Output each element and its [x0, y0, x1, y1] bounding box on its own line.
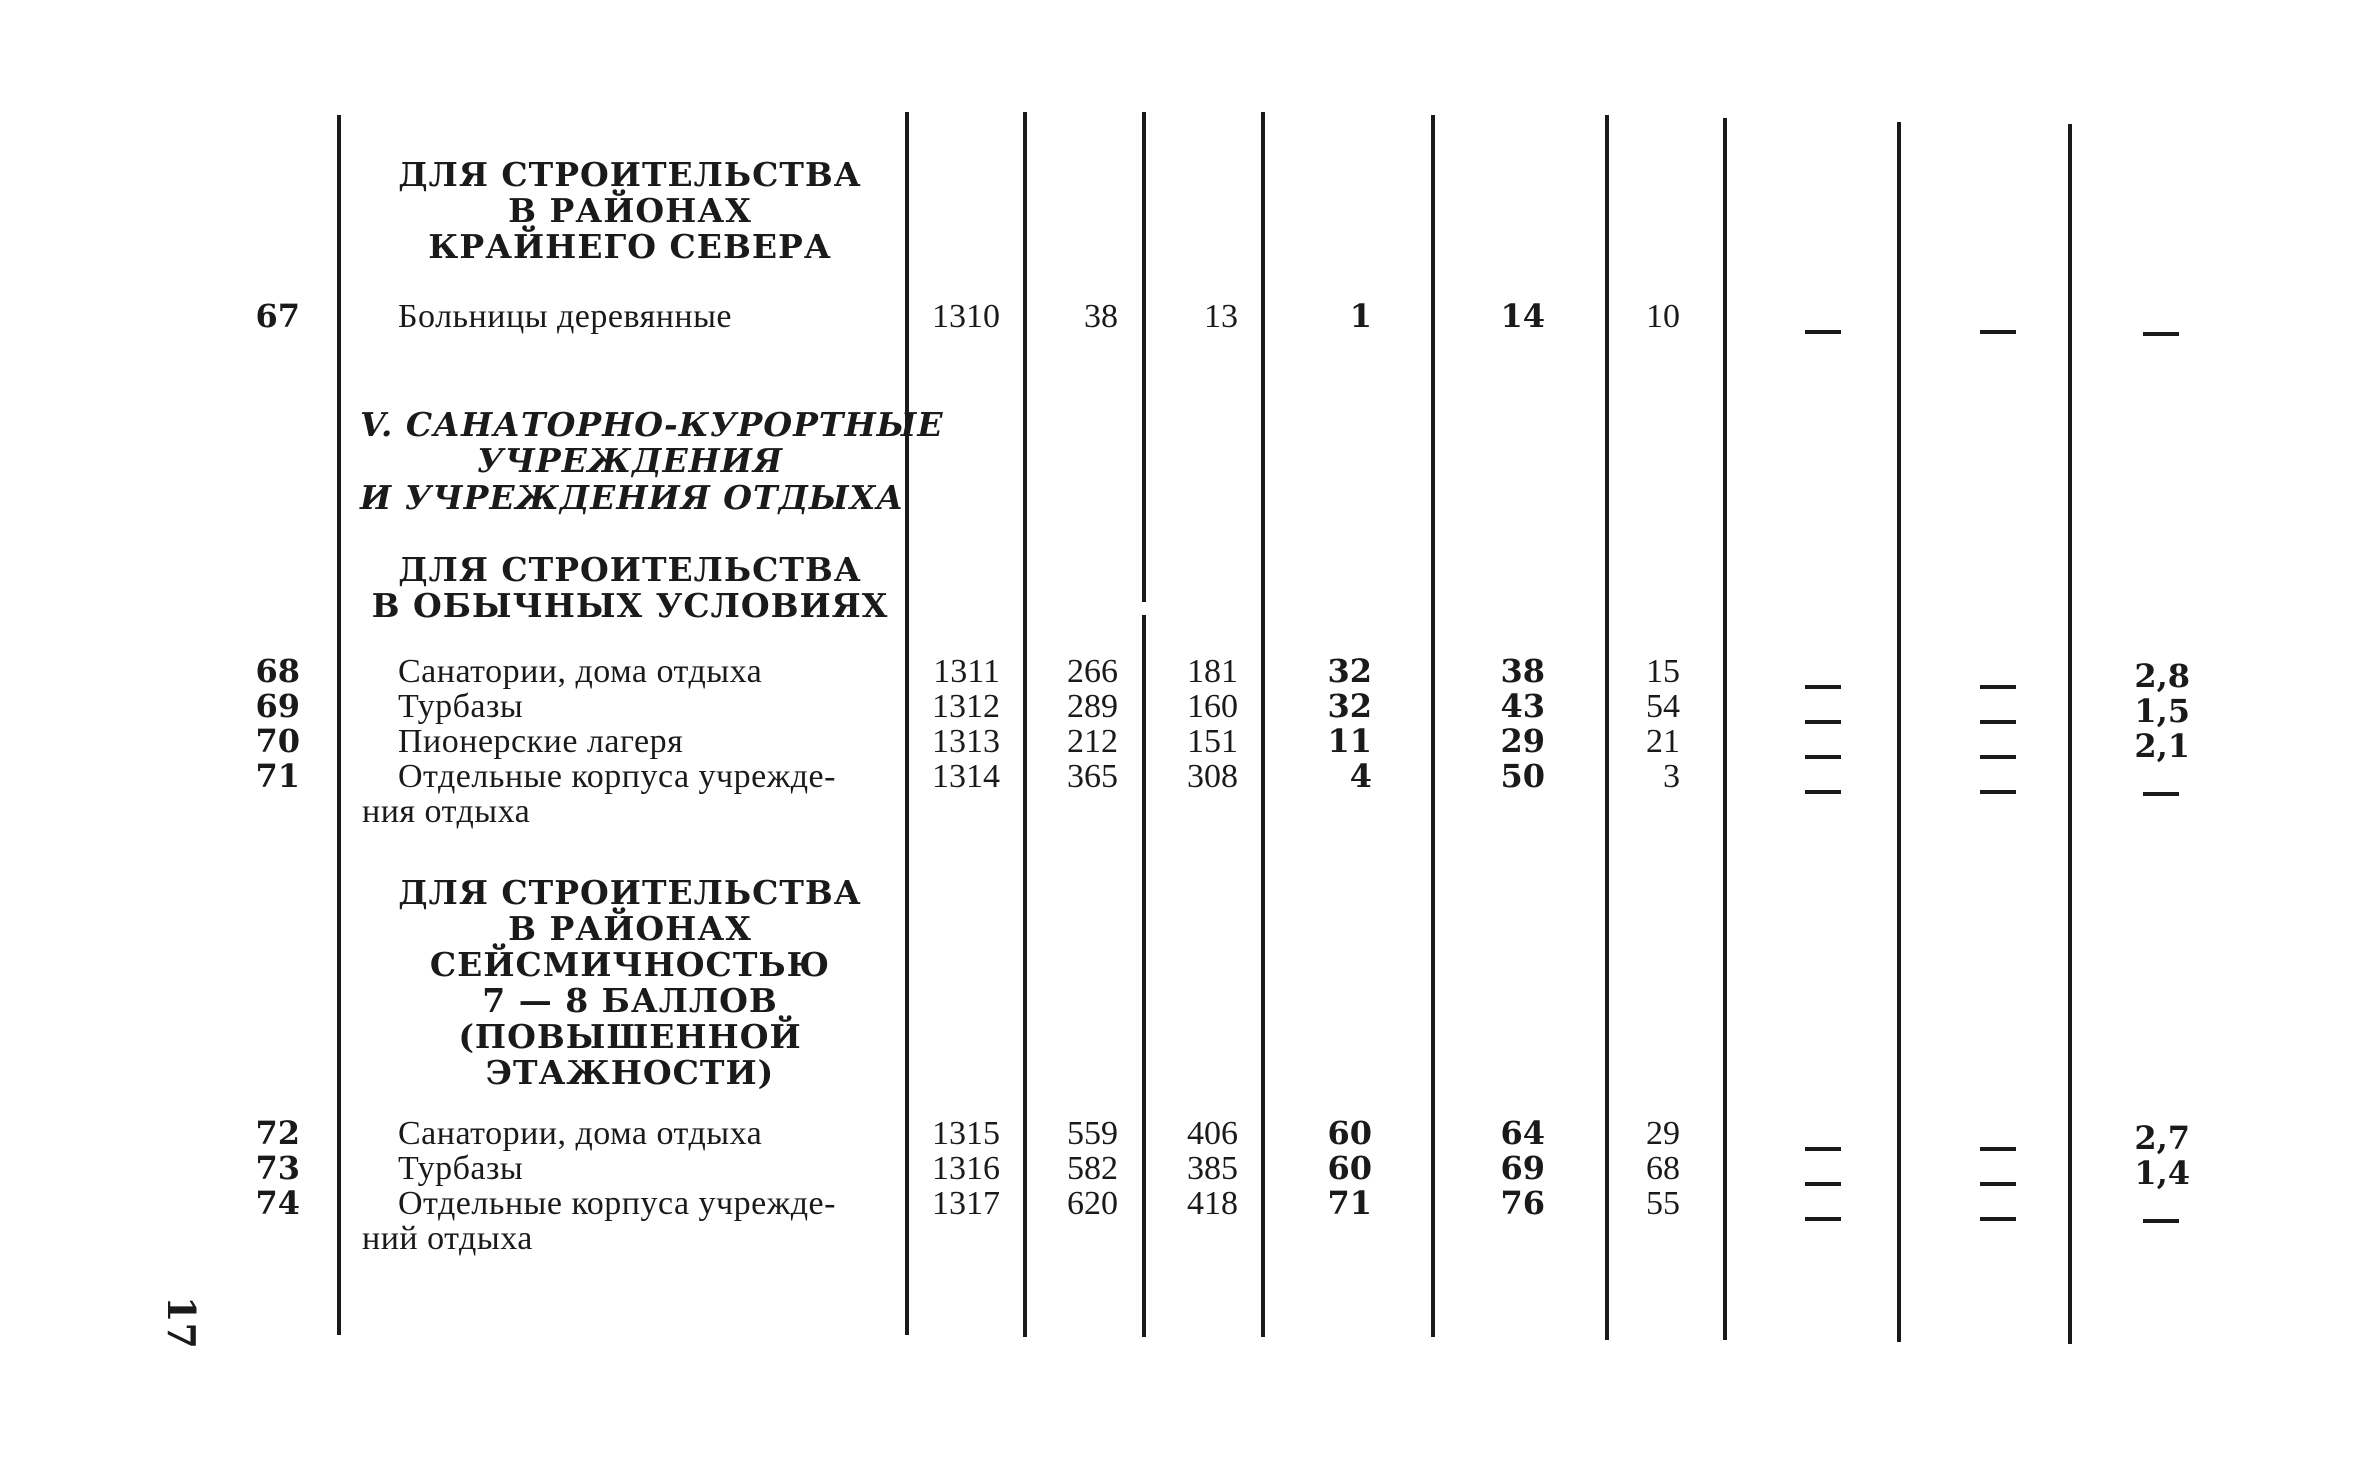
cell-c1: 582 — [1067, 1150, 1118, 1187]
row-name-line: Отдельные корпуса учрежде- — [398, 758, 836, 795]
row-name-line: Санатории, дома отдыха — [398, 1115, 763, 1152]
heading-far-north-line-1: ДЛЯ СТРОИТЕЛЬСТВА — [398, 155, 862, 194]
row-number: 70 — [255, 722, 300, 760]
cell-c8: 2,7 — [2134, 1119, 2190, 1157]
cell-c1: 266 — [1067, 653, 1118, 690]
heading-far-north-line-3: КРАЙНЕГО СЕВЕРА — [428, 227, 832, 266]
cell-c4: 38 — [1500, 652, 1545, 690]
section-v-line-3: И УЧРЕЖДЕНИЯ ОТДЫХА — [360, 478, 905, 517]
cell-c8-dash — [2143, 792, 2179, 796]
column-rule — [1723, 118, 1727, 1340]
cell-c6-dash — [1805, 755, 1841, 759]
cell-code: 1310 — [932, 298, 1000, 335]
cell-c8-dash — [2143, 332, 2179, 336]
cell-code: 1317 — [932, 1185, 1000, 1222]
cell-c1: 289 — [1067, 688, 1118, 725]
cell-c8-dash — [2143, 1219, 2179, 1223]
cell-c5: 29 — [1646, 1115, 1680, 1152]
cell-c1: 559 — [1067, 1115, 1118, 1152]
cell-c5: 3 — [1663, 758, 1680, 795]
heading-seismic-line-2: В РАЙОНАХ — [508, 909, 752, 948]
row-number: 68 — [255, 652, 300, 690]
cell-c4: 64 — [1500, 1114, 1545, 1152]
cell-c6-dash — [1805, 1182, 1841, 1186]
cell-c2: 181 — [1187, 653, 1238, 690]
row-number: 71 — [255, 757, 300, 795]
cell-c4: 14 — [1500, 297, 1545, 335]
column-rule — [2068, 124, 2072, 1344]
cell-c6-dash — [1805, 330, 1841, 334]
cell-c3: 71 — [1327, 1184, 1372, 1222]
cell-c7-dash — [1980, 330, 2016, 334]
cell-c2: 418 — [1187, 1185, 1238, 1222]
cell-c7-dash — [1980, 720, 2016, 724]
cell-c7-dash — [1980, 685, 2016, 689]
row-number: 67 — [255, 297, 300, 335]
heading-far-north-line-2: В РАЙОНАХ — [508, 191, 752, 230]
heading-seismic-line-6: ЭТАЖНОСТИ) — [485, 1053, 775, 1092]
cell-c3: 11 — [1327, 722, 1372, 760]
section-v-line-2: УЧРЕЖДЕНИЯ — [476, 441, 784, 480]
heading-seismic-line-1: ДЛЯ СТРОИТЕЛЬСТВА — [398, 873, 862, 912]
cell-c5: 21 — [1646, 723, 1680, 760]
cell-c5: 10 — [1646, 298, 1680, 335]
cell-c4: 69 — [1500, 1149, 1545, 1187]
cell-code: 1314 — [932, 758, 1000, 795]
cell-c6-dash — [1805, 685, 1841, 689]
row-number: 69 — [255, 687, 300, 725]
cell-c3: 32 — [1327, 687, 1372, 725]
cell-c4: 29 — [1500, 722, 1545, 760]
cell-c2: 308 — [1187, 758, 1238, 795]
column-rule — [337, 115, 341, 1335]
cell-c8: 1,4 — [2134, 1154, 2190, 1192]
heading-seismic-line-3: СЕЙСМИЧНОСТЬЮ — [429, 945, 831, 984]
row-number: 74 — [255, 1184, 300, 1222]
cell-code: 1313 — [932, 723, 1000, 760]
cell-c2: 151 — [1187, 723, 1238, 760]
row-name-line: Турбазы — [398, 688, 524, 725]
cell-code: 1311 — [933, 653, 1000, 690]
cell-c5: 55 — [1646, 1185, 1680, 1222]
cell-c2: 160 — [1187, 688, 1238, 725]
cell-c1: 212 — [1067, 723, 1118, 760]
cell-c7-dash — [1980, 1147, 2016, 1151]
row-name-line: ний отдыха — [362, 1220, 533, 1257]
row-name-line: Отдельные корпуса учрежде- — [398, 1185, 836, 1222]
cell-c7-dash — [1980, 1182, 2016, 1186]
cell-c5: 15 — [1646, 653, 1680, 690]
heading-normal-line-2: В ОБЫЧНЫХ УСЛОВИЯХ — [371, 586, 889, 625]
heading-normal-line-1: ДЛЯ СТРОИТЕЛЬСТВА — [398, 550, 862, 589]
row-name-line: Санатории, дома отдыха — [398, 653, 763, 690]
cell-c6-dash — [1805, 1147, 1841, 1151]
cell-c8: 2,8 — [2134, 657, 2190, 695]
row-name-line: Турбазы — [398, 1150, 524, 1187]
column-rule — [1142, 112, 1146, 602]
cell-c3: 60 — [1327, 1149, 1372, 1187]
cell-c1: 38 — [1084, 298, 1118, 335]
column-rule — [1897, 122, 1901, 1342]
cell-c6-dash — [1805, 790, 1841, 794]
section-v-line-1: V. САНАТОРНО-КУРОРТНЫЕ — [360, 405, 944, 444]
cell-c4: 50 — [1500, 757, 1545, 795]
heading-seismic-line-5: (ПОВЫШЕННОЙ — [458, 1017, 802, 1056]
page-number: 17 — [158, 1296, 204, 1349]
cell-c7-dash — [1980, 755, 2016, 759]
cell-code: 1312 — [932, 688, 1000, 725]
row-name-line: Больницы деревянные — [398, 298, 733, 335]
cell-c4: 43 — [1500, 687, 1545, 725]
cell-c4: 76 — [1500, 1184, 1545, 1222]
cell-c3: 1 — [1349, 297, 1372, 335]
row-number: 73 — [255, 1149, 300, 1187]
cell-c6-dash — [1805, 720, 1841, 724]
cell-c2: 406 — [1187, 1115, 1238, 1152]
cell-c2: 385 — [1187, 1150, 1238, 1187]
cell-c7-dash — [1980, 790, 2016, 794]
cell-c8: 1,5 — [2134, 692, 2190, 730]
cell-c5: 54 — [1646, 688, 1680, 725]
cell-c3: 4 — [1349, 757, 1372, 795]
cell-c1: 365 — [1067, 758, 1118, 795]
row-name-line: Пионерские лагеря — [398, 723, 684, 760]
cell-c7-dash — [1980, 1217, 2016, 1221]
heading-seismic-line-4: 7 — 8 БАЛЛОВ — [482, 981, 778, 1020]
cell-c3: 32 — [1327, 652, 1372, 690]
cell-code: 1316 — [932, 1150, 1000, 1187]
row-name-line: ния отдыха — [362, 793, 531, 830]
cell-c1: 620 — [1067, 1185, 1118, 1222]
cell-c5: 68 — [1646, 1150, 1680, 1187]
row-number: 72 — [255, 1114, 300, 1152]
cell-c8: 2,1 — [2134, 727, 2190, 765]
cell-c2: 13 — [1204, 298, 1238, 335]
cell-c6-dash — [1805, 1217, 1841, 1221]
cell-c3: 60 — [1327, 1114, 1372, 1152]
cell-code: 1315 — [932, 1115, 1000, 1152]
